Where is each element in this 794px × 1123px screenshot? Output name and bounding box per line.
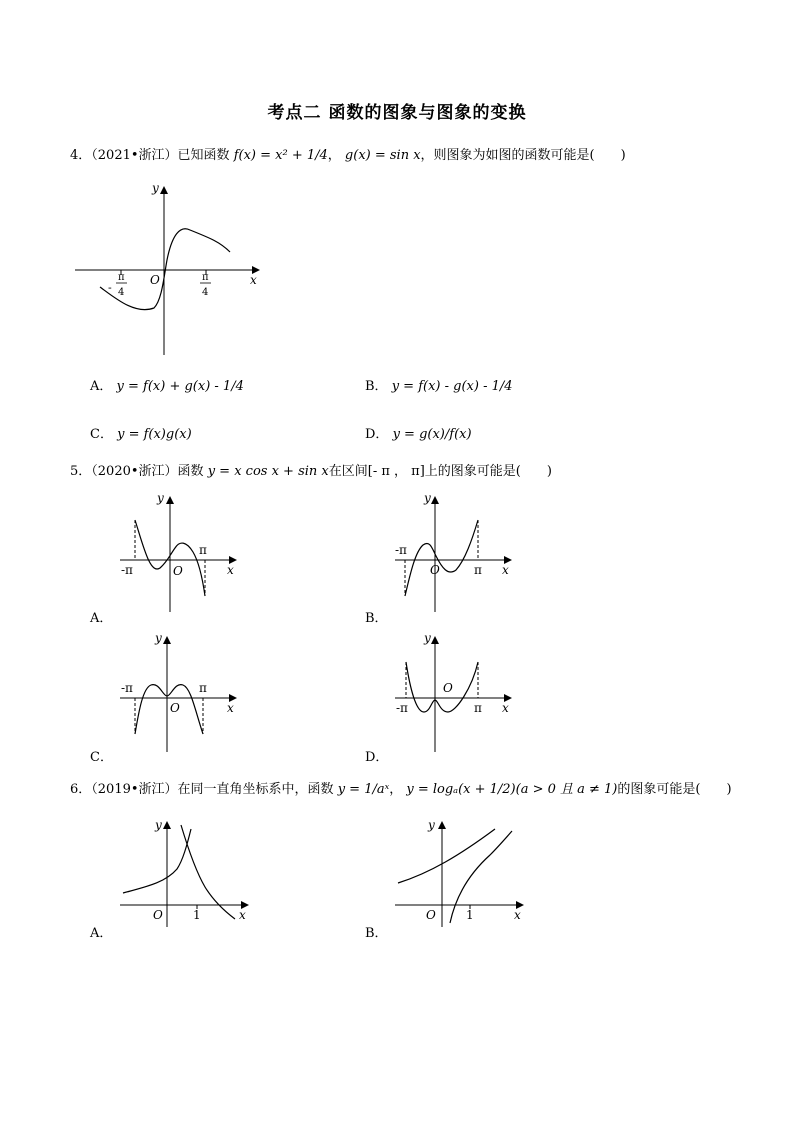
page-title: 考点二 函数的图象与图象的变换 <box>267 103 527 123</box>
option-b[interactable]: B． <box>365 926 388 941</box>
option-c[interactable]: C． <box>90 750 113 765</box>
option-c[interactable]: C． y = f(x)g(x) <box>90 427 192 442</box>
function-1: y = 1/aˣ <box>337 782 390 797</box>
svg-text:1: 1 <box>466 908 474 922</box>
svg-text:π: π <box>199 681 207 695</box>
svg-text:y: y <box>428 818 435 832</box>
q5-graph-b <box>390 490 520 615</box>
question-5-stem: 5．（2020•浙江）函数 y = x cos x + sin x在区间[- π ， π]上的图象可能是( ) <box>70 464 552 479</box>
option-d[interactable]: D． <box>365 750 389 765</box>
neg-tick-label: - <box>108 281 112 294</box>
q5-graph-a <box>115 490 245 615</box>
option-a[interactable]: A． y = f(x) + g(x) - 1/4 <box>90 379 244 394</box>
svg-text:O: O <box>170 701 180 715</box>
svg-text:O: O <box>173 564 183 578</box>
svg-text:O: O <box>153 908 163 922</box>
q6-graph-b <box>390 815 530 930</box>
svg-text:O: O <box>426 908 436 922</box>
svg-text:x: x <box>239 908 246 922</box>
svg-text:y: y <box>424 491 431 505</box>
question-6-stem: 6．（2019•浙江）在同一直角坐标系中，函数 y = 1/aˣ， y = logₐ(x + 1/2)(a > 0 且 a ≠ 1)的图象可能是( ) <box>70 782 732 797</box>
svg-text:y: y <box>157 491 164 505</box>
svg-text:π: π <box>118 272 125 283</box>
svg-text:y: y <box>424 631 431 645</box>
function-g-definition: g(x) = sin x <box>344 148 421 163</box>
option-b[interactable]: B． <box>365 611 388 626</box>
svg-text:4: 4 <box>118 287 125 298</box>
svg-text:y: y <box>155 818 162 832</box>
svg-text:-π: -π <box>395 543 407 557</box>
origin-label: O <box>150 273 160 287</box>
function-2: y = logₐ(x + 1/2)(a > 0 且 a ≠ 1) <box>406 782 618 797</box>
svg-text:x: x <box>502 701 509 715</box>
svg-text:π: π <box>474 563 482 577</box>
svg-text:4: 4 <box>202 287 209 298</box>
interval: [- π ， π] <box>367 464 425 479</box>
q5-graph-c <box>115 630 245 755</box>
option-b[interactable]: B． y = f(x) - g(x) - 1/4 <box>365 379 513 394</box>
svg-text:-π: -π <box>396 701 408 715</box>
svg-text:O: O <box>430 563 440 577</box>
question-number: 4． <box>70 148 92 163</box>
pos-tick-label: π <box>202 272 209 283</box>
svg-text:x: x <box>502 563 509 577</box>
question-text: 已知函数 <box>177 148 230 163</box>
svg-text:y: y <box>155 631 162 645</box>
q6-graph-a <box>115 815 255 930</box>
svg-text:x: x <box>227 701 234 715</box>
option-a[interactable]: A． <box>90 611 113 626</box>
question-text: ，则图象为如图的函数可能是( ) <box>420 148 626 163</box>
function-expression: y = x cos x + sin x <box>207 464 329 479</box>
svg-text:1: 1 <box>193 908 201 922</box>
y-axis-label: y <box>152 181 159 195</box>
option-a[interactable]: A． <box>90 926 113 941</box>
svg-text:π: π <box>474 701 482 715</box>
function-f-definition: f(x) = x² + 1/4 <box>233 148 328 163</box>
svg-text:-π: -π <box>121 563 133 577</box>
svg-text:x: x <box>514 908 521 922</box>
q5-graph-d <box>390 630 520 755</box>
x-axis-label: x <box>250 273 257 287</box>
svg-text:π: π <box>199 543 207 557</box>
svg-text:O: O <box>443 681 453 695</box>
option-d[interactable]: D． y = g(x)/f(x) <box>365 427 472 442</box>
svg-text:-π: -π <box>121 681 133 695</box>
svg-text:x: x <box>227 563 234 577</box>
question-4-stem: 4．（2021•浙江）已知函数 f(x) = x² + 1/4， g(x) = sin x，则图象为如图的函数可能是( ) <box>70 148 626 163</box>
question-source: （2021•浙江） <box>91 148 178 163</box>
q4-graph <box>70 180 270 360</box>
